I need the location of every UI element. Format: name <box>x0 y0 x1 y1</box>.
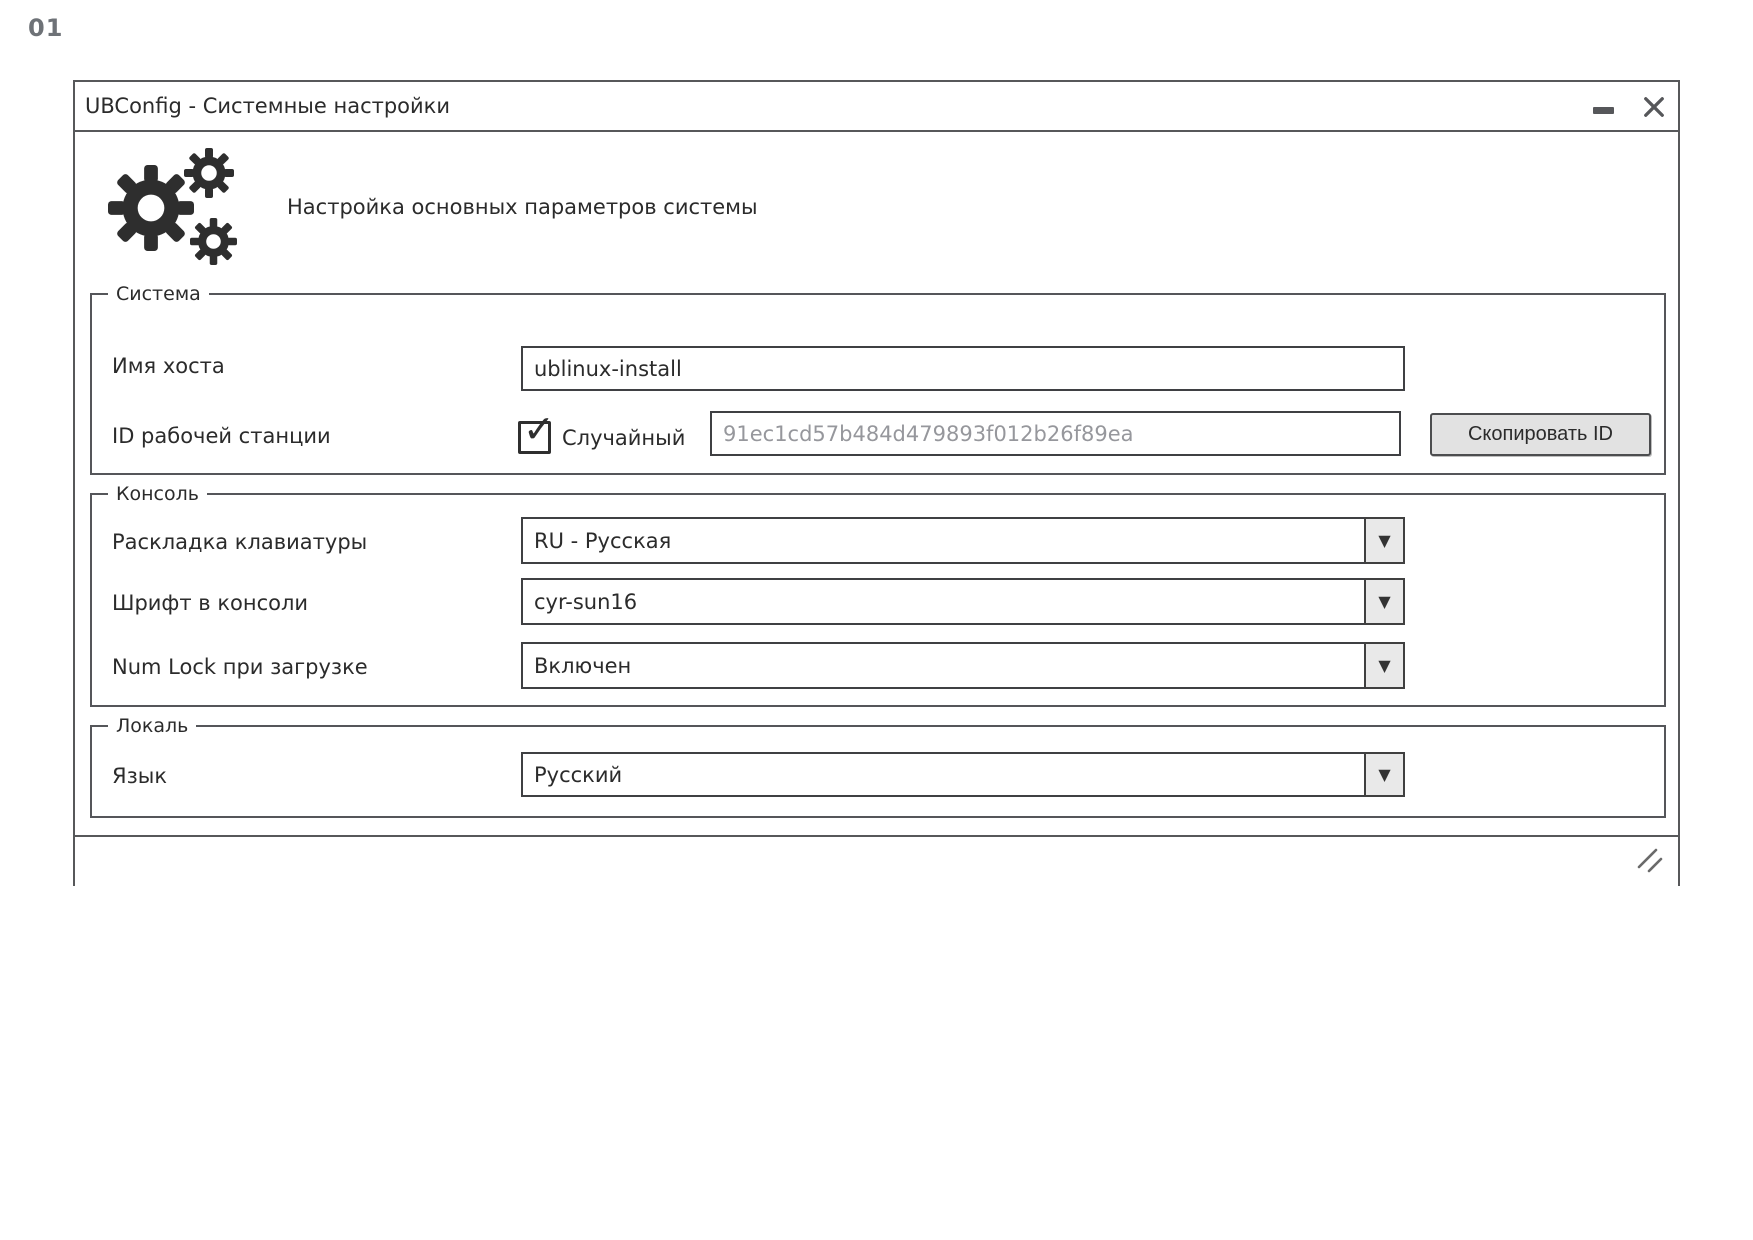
workstation-id-value: 91ec1cd57b484d479893f012b26f89ea <box>723 421 1134 446</box>
close-icon <box>1643 96 1665 118</box>
random-id-checkbox-label: Случайный <box>562 426 686 450</box>
dropdown-button[interactable] <box>1364 517 1405 564</box>
language-value: Русский <box>534 762 623 787</box>
checkmark-icon: ✓ <box>523 407 555 451</box>
system-group-legend: Система <box>108 282 209 306</box>
hostname-label: Имя хоста <box>112 354 225 378</box>
hostname-value: ublinux-install <box>534 356 682 381</box>
dropdown-arrow-icon: ▼ <box>1378 530 1391 550</box>
hostname-field[interactable] <box>521 346 1405 391</box>
numlock-select[interactable] <box>521 642 1405 689</box>
dropdown-arrow-icon: ▼ <box>1378 655 1391 675</box>
dropdown-arrow-icon: ▼ <box>1378 764 1391 784</box>
random-id-checkbox[interactable] <box>518 407 555 454</box>
console-group <box>90 483 1666 707</box>
close-button[interactable] <box>1638 91 1670 123</box>
resize-grip-icon <box>1636 847 1664 875</box>
locale-group-legend: Локаль <box>108 714 196 738</box>
language-label: Язык <box>112 764 168 788</box>
minimize-icon <box>1593 107 1614 114</box>
system-group <box>90 283 1666 475</box>
gears-icon <box>108 148 242 270</box>
workstation-id-label: ID рабочей станции <box>112 424 331 448</box>
dropdown-button[interactable] <box>1364 642 1405 689</box>
dropdown-arrow-icon: ▼ <box>1378 591 1391 611</box>
title-bar <box>75 82 1678 132</box>
console-font-label: Шрифт в консоли <box>112 591 309 615</box>
numlock-label: Num Lock при загрузке <box>112 655 368 679</box>
copy-id-button[interactable]: Скопировать ID <box>1430 413 1651 456</box>
dropdown-button[interactable] <box>1364 752 1405 797</box>
locale-group <box>90 715 1666 818</box>
page-index-label: 01 <box>28 14 64 42</box>
console-font-select[interactable] <box>521 578 1405 625</box>
status-bar <box>75 835 1678 886</box>
dropdown-button[interactable] <box>1364 578 1405 625</box>
language-select[interactable] <box>521 752 1405 797</box>
console-font-value: cyr-sun16 <box>534 589 638 614</box>
console-group-legend: Консоль <box>108 482 207 506</box>
window-title: UBConfig - Системные настройки <box>85 94 451 118</box>
keyboard-layout-select[interactable] <box>521 517 1405 564</box>
keyboard-layout-value: RU - Русская <box>534 528 672 553</box>
numlock-value: Включен <box>534 653 632 678</box>
ubconfig-window <box>73 80 1680 886</box>
resize-grip[interactable] <box>1636 847 1664 875</box>
dialog-subtitle: Настройка основных параметров системы <box>287 195 758 219</box>
minimize-button[interactable] <box>1588 100 1618 120</box>
keyboard-layout-label: Раскладка клавиатуры <box>112 530 368 554</box>
workstation-id-field[interactable] <box>710 411 1401 456</box>
